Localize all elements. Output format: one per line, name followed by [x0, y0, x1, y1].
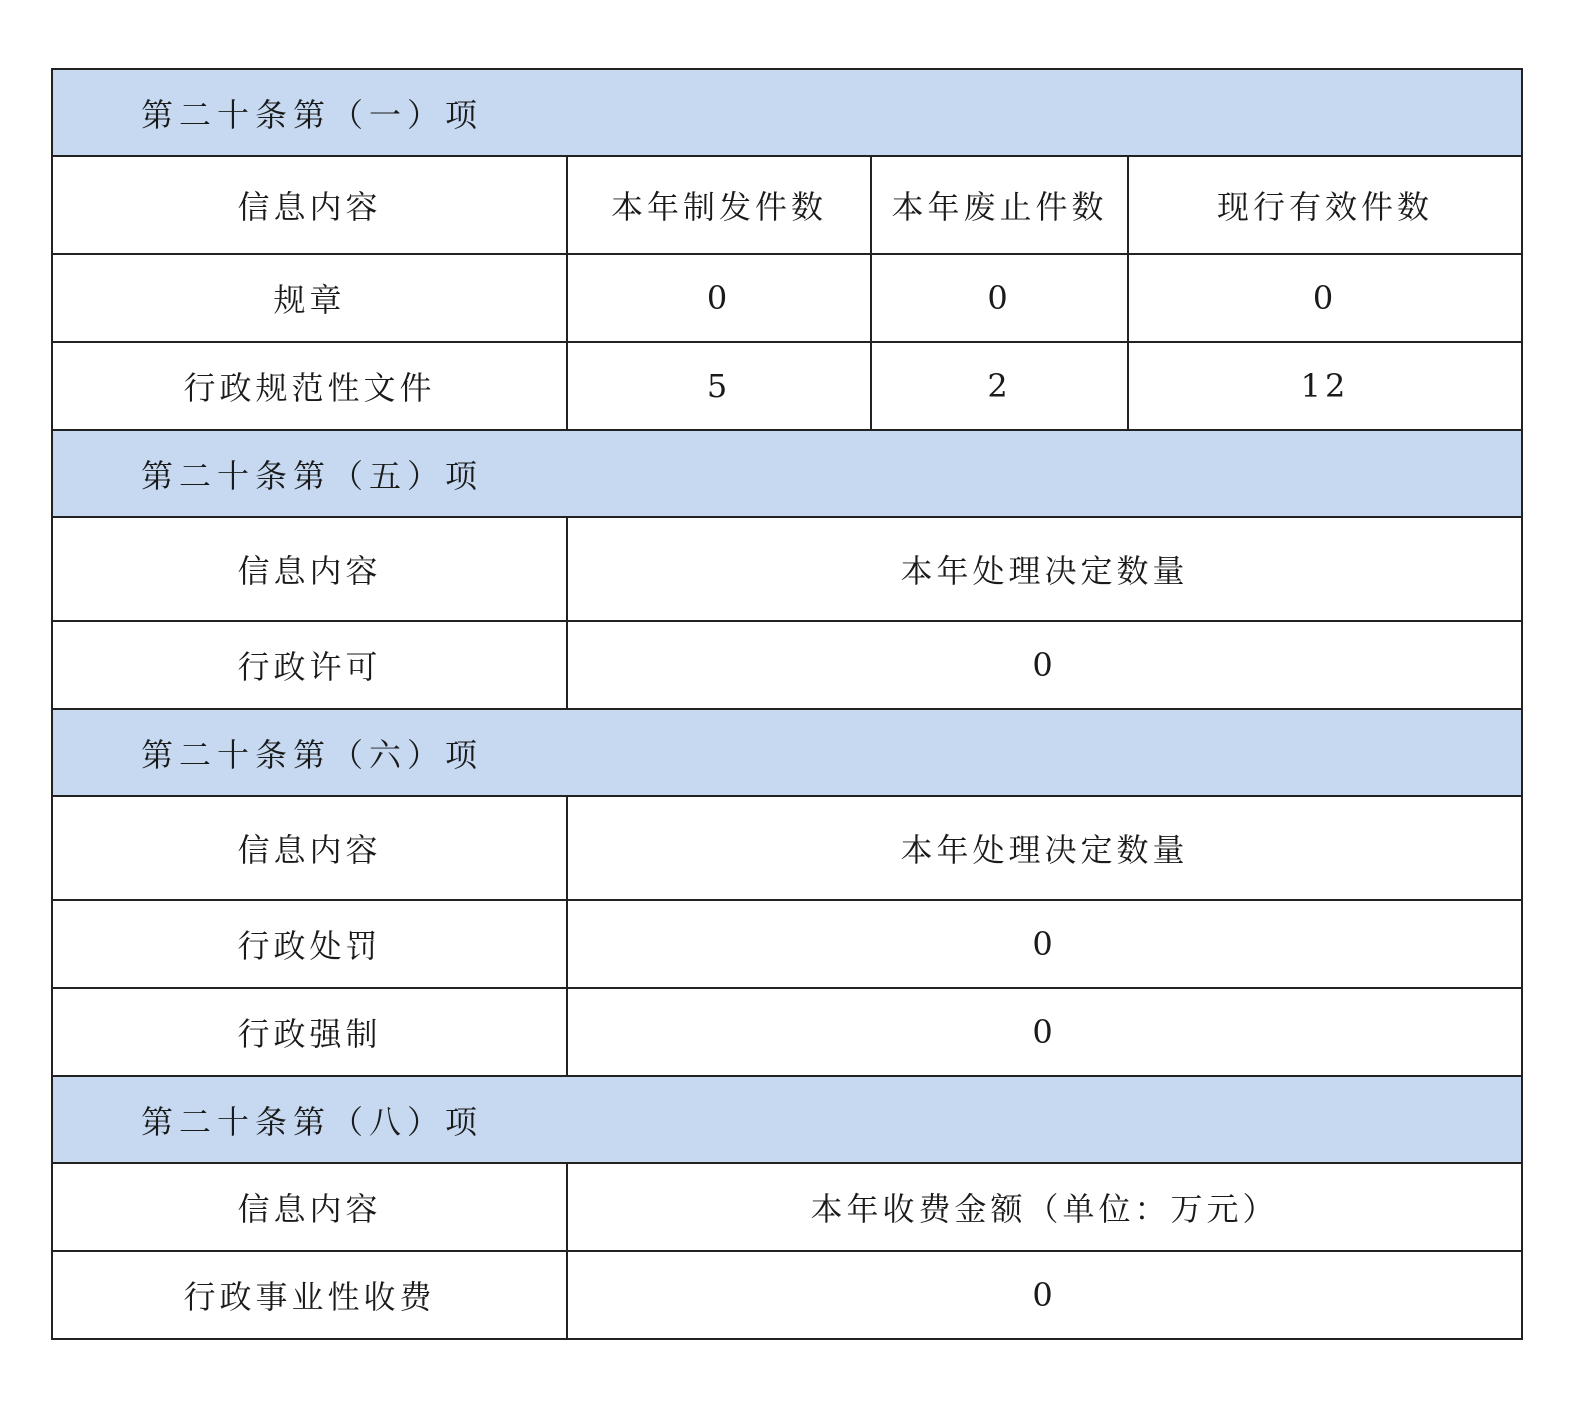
column-header: 本年制发件数	[567, 156, 871, 254]
column-header: 现行有效件数	[1128, 156, 1522, 254]
column-header: 信息内容	[52, 517, 567, 621]
section-header	[52, 430, 1522, 517]
row-label: 行政许可	[52, 621, 567, 709]
table-row	[52, 988, 1522, 1076]
table-row	[52, 1251, 1522, 1339]
cell-value: 0	[567, 621, 1522, 709]
row-label: 行政强制	[52, 988, 567, 1076]
row-label: 行政规范性文件	[52, 342, 567, 430]
column-header: 信息内容	[52, 1163, 567, 1251]
column-header-row	[52, 517, 1522, 621]
column-header-row	[52, 156, 1522, 254]
cell-value: 0	[871, 254, 1128, 342]
section-header	[52, 69, 1522, 156]
cell-value: 5	[567, 342, 871, 430]
cell-value: 0	[1128, 254, 1522, 342]
table-row	[52, 254, 1522, 342]
section-title: 第二十条第（八）项	[52, 1076, 1522, 1163]
disclosure-table	[51, 68, 1523, 1340]
section-title: 第二十条第（一）项	[52, 69, 1522, 156]
column-header: 信息内容	[52, 156, 567, 254]
table-row	[52, 621, 1522, 709]
section-title: 第二十条第（五）项	[52, 430, 1522, 517]
cell-value: 2	[871, 342, 1128, 430]
column-header-row	[52, 796, 1522, 900]
column-header: 本年收费金额（单位：万元）	[567, 1163, 1522, 1251]
cell-value: 0	[567, 1251, 1522, 1339]
row-label: 行政事业性收费	[52, 1251, 567, 1339]
row-label: 规章	[52, 254, 567, 342]
cell-value: 0	[567, 988, 1522, 1076]
cell-value: 12	[1128, 342, 1522, 430]
column-header: 信息内容	[52, 796, 567, 900]
table-row	[52, 342, 1522, 430]
row-label: 行政处罚	[52, 900, 567, 988]
section-header	[52, 709, 1522, 796]
column-header: 本年废止件数	[871, 156, 1128, 254]
table-row	[52, 900, 1522, 988]
column-header: 本年处理决定数量	[567, 796, 1522, 900]
column-header-row	[52, 1163, 1522, 1251]
cell-value: 0	[567, 900, 1522, 988]
column-header: 本年处理决定数量	[567, 517, 1522, 621]
section-title: 第二十条第（六）项	[52, 709, 1522, 796]
section-header	[52, 1076, 1522, 1163]
cell-value: 0	[567, 254, 871, 342]
